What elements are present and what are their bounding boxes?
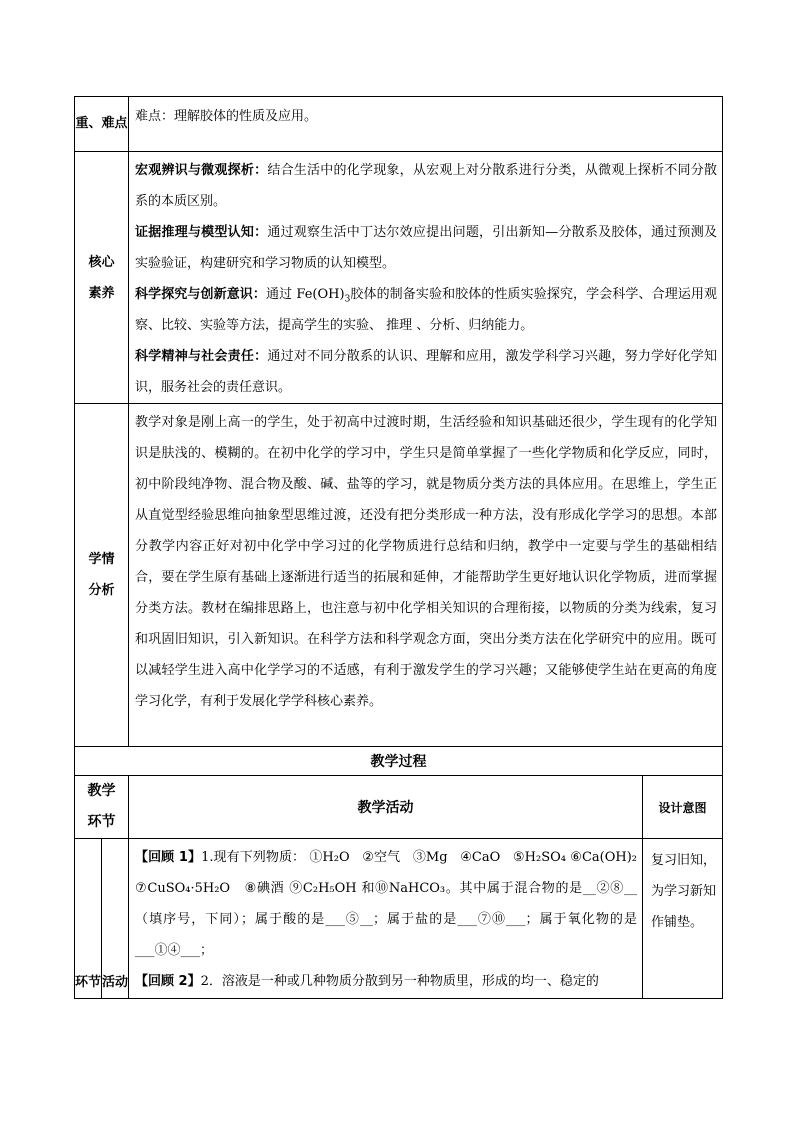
literacy-label: 核心素养 <box>75 152 129 404</box>
stage-sub-label: 活动 <box>102 839 129 999</box>
row-process-title <box>75 747 723 776</box>
difficulty-text: 难点：理解胶体的性质及应用。 <box>129 97 723 152</box>
literacy-item-evidence: 证据推理与模型认知：通过观察生活中丁达尔效应提出问题，引出新知—分散系及胶体，通过预测及实验验证，构建研究和学习物质的认知模型。 <box>135 225 718 271</box>
answer-oxide: ___①④___ <box>135 943 201 958</box>
design-intent: 复习旧知，为学习新知作铺垫。 <box>643 839 723 999</box>
difficulty-label: 重、难点 <box>75 97 129 152</box>
col-activity-header: 教学活动 <box>129 776 643 839</box>
col-design-header: 设计意图 <box>643 776 723 839</box>
activity-content <box>129 839 643 999</box>
literacy-item-inquiry: 科学探究与创新意识：通过 $Fe(OH)_3$胶体的制备实验和胶体的性质实验探究，学会科学、合理运用观察、比较、实验等方法，提高学生的实验、 推理 、分析、归纳能力。 <box>135 287 718 333</box>
literacy-item-macro: 宏观辨识与微观探析：结合生活中的化学现象，从宏观上对分散系进行分类，从微观上探析不同分散系的本质区别。 <box>135 163 718 209</box>
literacy-item-responsibility: 科学精神与社会责任：通过对不同分散系的认识、理解和应用，激发学科学习兴趣，努力学好化学知识，服务社会的责任意识。 <box>135 349 718 395</box>
row-process-headers <box>75 776 723 839</box>
answer-acid: ___⑤__ <box>325 912 373 927</box>
literacy-content <box>129 152 723 404</box>
row-core-literacy <box>75 152 723 404</box>
row-process-body <box>75 839 723 999</box>
analysis-label: 学情分析 <box>75 404 129 747</box>
review-1: 【回顾 1】1.现有下列物质： ①H₂O ②空气 ③Mg ④CaO ⑤H₂SO₄ ⑥Ca(OH)₂ ⑦CuSO₄·5H₂O ⑧碘酒 ⑨C₂H₅OH 和⑩NaHCO₃。其中属于混合物的是__②⑧__（填序号，下同）；属于酸的是___⑤__；属于盐的是___⑦⑩___；属于氧化物的是___①④___； <box>135 850 638 958</box>
row-difficulty <box>75 97 723 152</box>
stage-label: 环节 <box>75 839 102 999</box>
lesson-plan-table <box>74 96 723 999</box>
analysis-text: 教学对象是刚上高一的学生，处于初高中过渡时期，生活经验和知识基础还很少，学生现有的化学知识是肤浅的、模糊的。在初中化学的学习中，学生只是简单掌握了一些化学物质和化学反应，同时，初中阶段纯净物、混合物及酸、碱、盐等的学习，就是物质分类方法的具体应用。在思维上，学生正从直觉型经验思维向抽象型思维过渡，还没有把分类形成一种方法，没有形成化学学习的思想。本部分教学内容正好对初中化学中学习过的化学物质进行总结和归纳，教学中一定要与学生的基础相结合，要在学生原有基础上逐渐进行适当的拓展和延伸，才能帮助学生更好地认识化学物质，进而掌握分类方法。教材在编排思路上，也注意与初中化学相关知识的合理衔接，以物质的分类为线索，复习和巩固旧知识，引入新知识。在科学方法和科学观念方面，突出分类方法在化学研究中的应用。既可以减轻学生进入高中化学学习的不适感，有利于激发学生的学习兴趣；又能够使学生站在更高的角度学习化学，有利于发展化学学科核心素养。 <box>129 404 723 747</box>
row-student-analysis <box>75 404 723 747</box>
col-stage-header: 教学环节 <box>75 776 129 839</box>
review-2: 【回顾 2】2．溶液是一种或几种物质分散到另一种物质里，形成的均一、稳定的 <box>135 974 599 989</box>
answer-salt: ___⑦⑩___ <box>457 912 526 927</box>
process-title: 教学过程 <box>75 747 723 776</box>
answer-mixture: __②⑧__ <box>582 881 638 896</box>
